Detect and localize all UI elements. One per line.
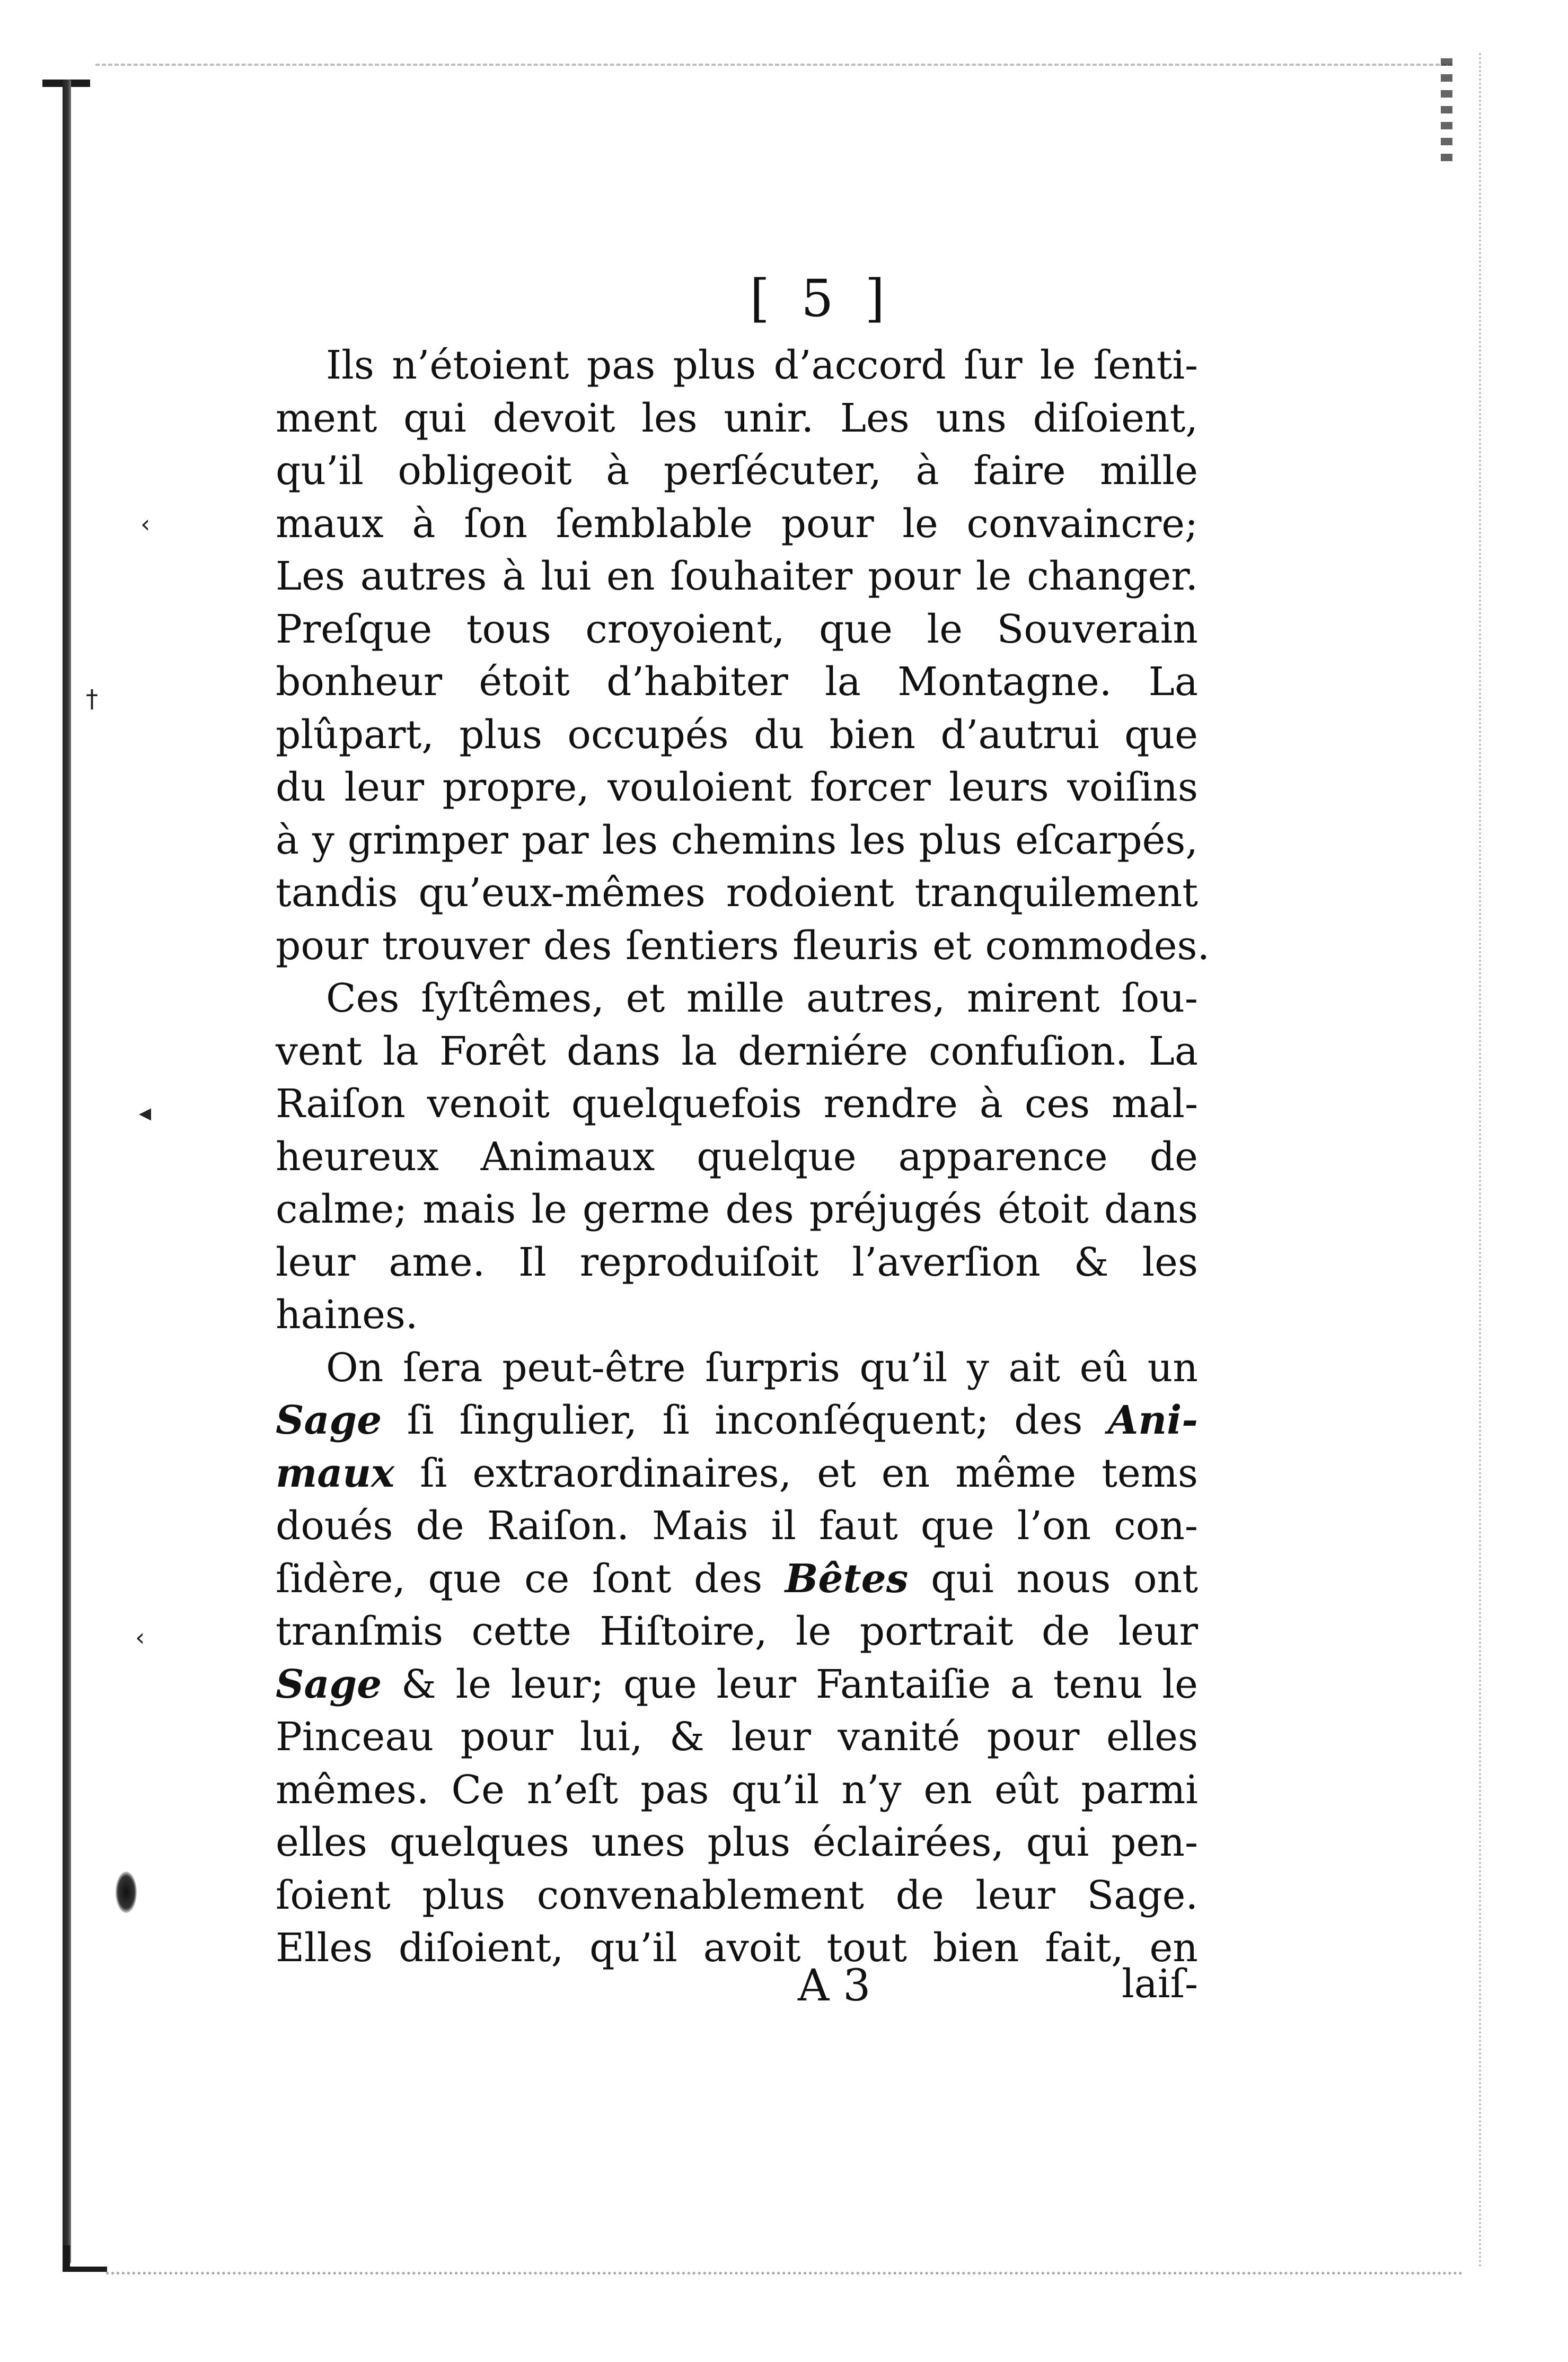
word: Pinceau [276,1714,434,1760]
text-line [276,392,1198,445]
word: ſyſtêmes, [421,976,604,1021]
text-line [276,1922,1198,1975]
word: extraordinaires, [472,1450,792,1496]
text-line [276,814,1198,867]
word: vanité [838,1714,961,1760]
page-bottom-edge [106,2272,1463,2275]
word: croyoient, [585,606,785,652]
word: calme; [276,1187,408,1232]
word: Ce [451,1767,505,1813]
word: eû [1079,1345,1129,1391]
word: la [825,659,861,705]
word: des [543,923,612,969]
word: Souverain [997,606,1198,652]
word: pas [640,1767,709,1813]
word: le [795,1609,832,1654]
word: n’eſt [526,1767,619,1813]
word: mille [686,976,785,1021]
italic-word: Ani- [1107,1398,1198,1443]
word: ſera [402,1345,483,1391]
text-line [276,867,1198,920]
word: tranquilement [914,870,1198,916]
text-line [276,1711,1198,1764]
word: tandis [276,870,398,916]
word: Les [276,554,345,599]
text-line [276,1658,1198,1711]
word: Les [840,395,910,441]
word: Animaux [480,1134,655,1180]
paragraph [276,339,1210,972]
word: de [416,1503,464,1549]
text-line [276,1131,1198,1184]
text-line [276,550,1198,603]
word: ſentiers [626,923,779,969]
word: les [641,395,698,441]
word: diſoient, [1033,395,1198,441]
word: ſoient [276,1872,391,1918]
word: que [920,1503,994,1549]
word: en [881,1450,930,1496]
word: Sage. [1087,1872,1198,1918]
word: plus [673,343,756,388]
word: convaincre; [966,501,1198,547]
word: leur [716,1661,796,1707]
word: en [923,1767,972,1813]
word: d’accord [773,343,946,388]
text-line [276,1394,1198,1447]
word: mais [422,1187,516,1232]
page-number: [ 5 ] [750,269,893,328]
word: pour [276,923,368,969]
text-line [276,1764,1198,1817]
word: à [979,1081,1003,1127]
word: il [771,1503,796,1549]
word: la [383,1028,419,1074]
text-line [276,1500,1198,1553]
text-line [276,1816,1198,1869]
word: mille [1099,448,1198,494]
word: que [428,1556,502,1602]
word: mal- [1112,1081,1198,1127]
word: le [902,501,938,547]
word: en [1149,1925,1198,1971]
text-line [276,1342,1198,1395]
word: d’habiter [606,659,788,705]
word: tranſmis [276,1609,444,1654]
word: qui [931,1556,994,1602]
word: pour [781,501,874,547]
text-line [276,1553,1198,1606]
margin-arrow-mark: ◂ [139,1098,152,1127]
word: doués [276,1503,393,1549]
word: plus [919,817,1002,863]
word: dans [1104,1187,1198,1232]
word: uns [936,395,1007,441]
word: fleuris [792,923,919,969]
word: ces [1024,1081,1090,1127]
word: rendre [823,1081,958,1127]
text-line [276,603,1198,656]
word: de [895,1872,944,1918]
word: convenablement [536,1872,864,1918]
word: que [819,606,893,652]
word: elles [1106,1714,1198,1760]
word: diſoient, [398,1925,564,1971]
word: les [850,817,906,863]
word: y [967,1345,989,1391]
word: avoit [703,1925,801,1971]
margin-arrow-mark: ‹ [140,510,151,538]
word: propre, [442,765,589,810]
margin-arrow-mark: ‹ [135,1623,145,1652]
word: pour [868,554,961,599]
word: mêmes. [276,1767,429,1813]
text-line [276,709,1198,762]
word: On [326,1345,384,1391]
word: et [626,976,665,1021]
word: tous [466,606,551,652]
word: ſont [592,1556,672,1602]
word: le [455,1661,492,1707]
word: pour [460,1714,553,1760]
word: Montagne. [897,659,1112,705]
word: eût [994,1767,1059,1813]
word: des [725,1187,794,1232]
word: le [927,606,963,652]
word: vent [276,1028,362,1074]
word: leur; [510,1661,604,1707]
word: autres, [806,976,946,1021]
word: à [412,501,436,547]
text-line [276,1236,1198,1289]
text-line [276,339,1198,392]
word: même [955,1450,1077,1496]
word: ſidère, [276,1556,406,1602]
word: l’averſion [852,1239,1041,1285]
word: mirent [967,976,1100,1021]
word: tout [826,1925,908,1971]
word: fait, [1045,1925,1124,1971]
word: ſouhaiter [670,554,853,599]
ink-blot [116,1872,137,1913]
text-line [276,920,1210,973]
word: La [1148,1028,1198,1074]
word: maux [276,501,384,547]
word: autres [360,554,487,599]
word: confuſion. [929,1028,1128,1074]
text-line [276,761,1198,814]
word: du [754,712,805,758]
text-line [276,498,1198,551]
word: ſon [464,501,527,547]
word: le [975,554,1012,599]
italic-word: Sage [276,1398,382,1443]
word: ait [1008,1345,1060,1391]
word: faut [818,1503,898,1549]
word: haines. [276,1292,418,1338]
word: bonheur [276,659,443,705]
word: n’étoient [392,343,569,388]
word: dans [566,1028,661,1074]
word: le [1040,343,1076,388]
word: préjugés [809,1187,983,1232]
word: leur [731,1714,811,1760]
word: Forêt [439,1028,546,1074]
word: ment [276,395,377,441]
word: ſur [964,343,1023,388]
word: plus [422,1872,506,1918]
word: obligeoit [398,448,572,494]
paragraph [276,1342,1198,1975]
word: ſemblable [556,501,753,547]
word: chemins [671,817,837,863]
word: d’autrui [940,712,1099,758]
word: à [502,554,526,599]
word: con- [1114,1503,1198,1549]
word: rodoient [726,870,894,916]
word: un [1147,1345,1198,1391]
page-right-corner-mark [1441,58,1452,164]
word: Preſque [276,606,433,652]
word: que [623,1661,697,1707]
word: venoit [427,1081,550,1127]
catchword: laiſ- [1122,1961,1198,2007]
italic-word: maux [276,1450,395,1496]
word: éclairées, [812,1820,1004,1865]
word: elles [276,1820,367,1865]
word: leurs [949,765,1049,810]
word: Fantaiſie [815,1661,991,1707]
word: y [312,817,334,863]
word: portrait [859,1609,1014,1654]
word: plûpart, [276,712,434,758]
word: en [606,554,655,599]
text-line [276,1078,1198,1131]
italic-word: Bêtes [785,1556,909,1602]
word: derniére [738,1028,908,1074]
text-line [276,1183,1198,1236]
word: a [1010,1661,1034,1707]
word: & [1073,1239,1109,1285]
word: des [694,1556,763,1602]
word: leur [344,765,424,810]
word: ce [524,1556,570,1602]
word: ſou- [1121,976,1198,1021]
word: nous [1016,1556,1111,1602]
word: occupés [567,712,729,758]
word: Ces [326,976,400,1021]
word: inconſéquent; [715,1398,989,1443]
word: faire [973,448,1066,494]
text-line [276,1605,1198,1658]
word: changer. [1027,554,1198,599]
word: étoit [479,659,570,705]
word: unir. [724,395,814,441]
word: Elles [276,1925,373,1971]
word: trouver [382,923,530,969]
word: Ils [326,343,374,388]
body-text [276,339,1210,1975]
word: tenu [1053,1661,1143,1707]
word: pour [986,1714,1080,1760]
page-right-edge [1479,53,1481,2269]
word: à [606,448,630,494]
word: de [1041,1609,1090,1654]
word: plus [707,1820,791,1865]
word: qu’il [589,1925,677,1971]
paragraph [276,972,1198,1342]
word: qu’il [276,448,364,494]
word: Mais [652,1503,748,1549]
word: n’y [841,1767,902,1813]
word: vouloient [607,765,792,810]
word: devoit [492,395,615,441]
margin-tick-mark: † [86,684,98,713]
word: ſurpris [705,1345,840,1391]
word: bien [829,712,916,758]
word: reproduiſoit [579,1239,819,1285]
word: qui [1026,1820,1089,1865]
word: cette [471,1609,571,1654]
word: des [1014,1398,1083,1443]
text-line [276,1869,1198,1922]
word: qu’il [859,1345,948,1391]
word: bien [932,1925,1019,1971]
word: pas [586,343,656,388]
word: quelque [697,1134,857,1180]
word: eſcarpés, [1015,817,1198,863]
word: ſi [662,1398,690,1443]
word: leur [1118,1609,1198,1654]
word: le [1162,1661,1198,1707]
word: commodes. [985,923,1210,969]
word: Raiſon. [487,1503,629,1549]
text-line [276,1025,1198,1078]
italic-word: Sage [276,1661,382,1707]
word: étoit [998,1187,1089,1232]
word: quelquefois [571,1081,802,1127]
word: plus [459,712,542,758]
word: ont [1133,1556,1198,1602]
binding-shadow-bottom [63,2245,107,2272]
word: leur [276,1239,356,1285]
word: les [602,817,658,863]
word: le [531,1187,567,1232]
word: lui [541,554,592,599]
word: forcer [809,765,931,810]
word: quelques [389,1820,569,1865]
word: Raiſon [276,1081,406,1127]
word: parmi [1081,1767,1198,1813]
word: germe [582,1187,710,1232]
word: grimper [347,817,508,863]
word: ame. [389,1239,486,1285]
text-line [276,656,1198,709]
word: perſécuter, [663,448,882,494]
word: du [276,765,327,810]
word: ſi [420,1450,447,1496]
word: à [915,448,939,494]
word: apparence [898,1134,1108,1180]
word: par [521,817,589,863]
binding-shadow [63,80,71,2264]
word: de [1149,1134,1198,1180]
word: La [1148,659,1198,705]
word: la [681,1028,717,1074]
signature-mark: A 3 [798,1961,871,2011]
text-line [276,1447,1198,1500]
word: qu’il [731,1767,820,1813]
text-line [276,1289,1198,1342]
page-top-edge [95,64,1452,66]
word: unes [591,1820,685,1865]
word: et [932,923,972,969]
word: qui [403,395,466,441]
word: Hiſtoire, [600,1609,768,1654]
word: lui, [580,1714,643,1760]
word: que [1124,712,1198,758]
word: ſenti- [1093,343,1198,388]
word: & [670,1714,704,1760]
word: Il [518,1239,547,1285]
word: voiſins [1067,765,1198,810]
word: les [1142,1239,1198,1285]
word: ſi [407,1398,434,1443]
word: qu’eux-mêmes [418,870,706,916]
word: et [817,1450,856,1496]
word: l’on [1017,1503,1091,1549]
word: tems [1102,1450,1198,1496]
word: heureux [276,1134,439,1180]
word: leur [975,1872,1055,1918]
text-line [276,972,1198,1025]
word: ſingulier, [459,1398,638,1443]
text-line [276,445,1198,498]
word: à [276,817,299,863]
word: pen- [1111,1820,1198,1865]
word: & [401,1661,436,1707]
word: peut-être [502,1345,686,1391]
